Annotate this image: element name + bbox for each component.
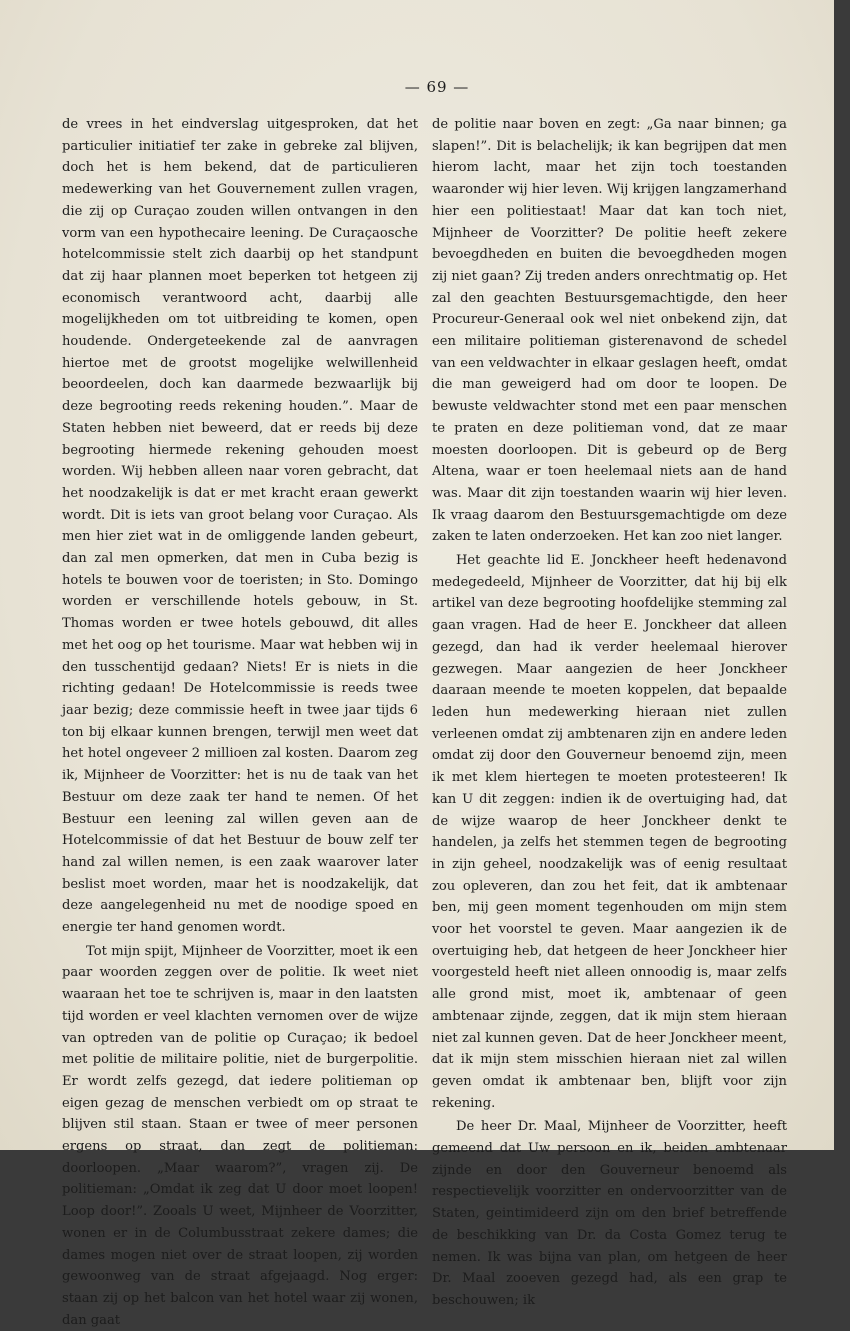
paragraph: de politie naar boven en zegt: „Ga naar binnen; ga slapen!”. Dit is belachelijk; ik kan begrijpen dat men hierom lacht, maar het zijn toch toestanden waaronder wij hier leven. Wij krijgen langzamerhand hier een politiestaat! Maar dat kan toch niet, Mijnheer de Voorzitter? De politie heeft zekere bevoegdheden en buiten die bevoegdheden mogen zij niet gaan? Zij treden anders onrechtmatig op. Het zal den geachten Bestuursgemachtigde, den heer Procureur-Generaal ook wel niet onbekend zijn, dat een militaire politieman gisterenavond de schedel van een veldwachter in elkaar geslagen heeft, omdat die man geweigerd had om door te loopen. De bewuste veldwachter stond met een paar menschen te praten en deze politieman vond, dat ze maar moesten doorloopen. Dit is gebeurd op de Berg Altena, waar er toen heelemaal niets aan de hand was. Maar dit zijn toestanden waarin wij hier leven. Ik vraag daarom den Bestuursgemachtigde om deze zaken te laten onderzoeken. Het kan zoo niet langer. <box>432 117 787 545</box>
right-column <box>432 114 787 1312</box>
page-number: — 69 — <box>404 78 470 96</box>
paragraph: Het geachte lid E. Jonckheer heeft hedenavond medegedeeld, Mijnheer de Voorzitter, dat hij bij elk artikel van deze begrooting hoofdelijke stemming zal gaan vragen. Had de heer E. Jonckheer dat alleen gezegd, dan had ik verder heelemaal hierover gezwegen. Maar aangezien de heer Jonckheer daaraan meende te moeten koppelen, dat bepaalde leden hun medewerking hieraan niet zullen verleenen omdat zij ambtenaren zijn en andere leden omdat zij door den Gouverneur benoemd zijn, meen ik met klem hiertegen te moeten protesteeren! Ik kan U dit zeggen: indien ik de overtuiging had, dat de wijze waarop de heer Jonckheer denkt te handelen, ja zelfs het stemmen tegen de begrooting in zijn geheel, noodzakelijk was of eenig resultaat zou opleveren, dan zou het feit, dat ik ambtenaar ben, mij geen moment tegenhouden om mijn stem voor het voorstel te geven. Maar aangezien ik de overtuiging heb, dat hetgeen de heer Jonckheer hier voorgesteld heeft niet alleen onnoodig is, maar zelfs alle grond mist, moet ik, ambtenaar of geen ambtenaar zijnde, zeggen, dat ik mijn stem hieraan niet zal kunnen geven. Dat de heer Jonckheer meent, dat ik mijn stem misschien hieraan niet zal willen geven omdat ik ambtenaar ben, blijft voor zijn rekening. <box>432 553 787 1111</box>
paragraph: Tot mijn spijt, Mijnheer de Voorzitter, moet ik een paar woorden zeggen over de politie. Ik weet niet waaraan het toe te schrijven is, maar in den laatsten tijd worden er veel klachten vernomen over de wijze van optreden van de politie op Curaçao; ik bedoel met politie de militaire politie, niet de burgerpolitie. Er wordt zelfs gezegd, dat iedere politieman op eigen gezag de menschen verbiedt om op straat te blijven stil staan. Staan er twee of meer personen ergens op straat, dan zegt de politieman: doorloopen. „Maar waarom?”, vragen zij. De politieman: „Omdat ik zeg dat U door moet loopen! Loop door!”. Zooals U weet, Mijnheer de Voorzitter, wonen er in de Columbusstraat zekere dames; die dames mogen niet over de straat loopen, zij worden gewoonweg van de straat afgejaagd. Nog erger: staan zij op het balcon van het hotel waar zij wonen, dan gaat <box>62 943 418 1328</box>
paragraph: de vrees in het eindverslag uitgesproken, dat het particulier initiatief ter zake in gebreke zal blijven, doch het is hem bekend, dat de particulieren medewerking van het Gouvernement zullen vragen, die zij op Curaçao zouden willen ontvangen in den vorm van een hypothecaire leening. De Curaçaosche hotelcommissie stelt zich daarbij op het standpunt dat zij haar plannen moet beperken tot hetgeen zij economisch verantwoord acht, daarbij alle mogelijkheden om tot uitbreiding te komen, open houdende. Ondergeteekende zal de aanvragen hiertoe met de grootst mogelijke welwillenheid beoordeelen, doch kan daarmede bezwaarlijk bij deze begrooting reeds rekening houden.”. Maar de Staten hebben niet beweerd, dat er reeds bij deze begrooting hiermede rekening gehouden moest worden. Wij hebben alleen naar voren gebracht, dat het noodzakelijk is dat er met kracht eraan gewerkt wordt. Dit is iets van groot belang voor Curaçao. Als men hier ziet wat in de omliggende landen gebeurt, dan zal men opmerken, dat men in Cuba bezig is hotels te bouwen voor de toeristen; in Sto. Domingo worden er verschillende hotels gebouw, in St. Thomas worden er twee hotels gebouwd, dit alles met het oog op het tourisme. Maar wat hebben wij in den tusschentijd gedaan? Niets! Er is niets in die richting gedaan! De Hotelcommissie is reeds twee jaar bezig; deze commissie heeft in twee jaar tijds 6 ton bij elkaar kunnen brengen, terwijl men weet dat het hotel ongeveer 2 millioen zal kosten. Daarom zeg ik, Mijnheer de Voorzitter: het is nu de taak van het Bestuur om deze zaak ter hand te nemen. Of het Bestuur een leening zal willen geven aan de Hotelcommissie of dat het Bestuur de bouw zelf ter hand zal willen nemen, is een zaak waarover later beslist moet worden, maar het is noodzakelijk, dat deze aangelegenheid nu met de noodige spoed en energie ter hand genomen wordt. <box>62 117 418 936</box>
left-column <box>62 114 418 1331</box>
paragraph: De heer Dr. Maal, Mijnheer de Voorzitter, heeft gemeend dat Uw persoon en ik, beiden ambtenaar zijnde en door den Gouverneur benoemd als respectievelijk voorzitter en ondervoorzitter van de Staten, geintimideerd zijn om den brief betreffende de beschikking van Dr. da Costa Gomez terug te nemen. Ik was bijna van plan, om hetgeen de heer Dr. Maal zooeven gezegd had, als een grap te beschouwen; ik <box>432 1119 787 1308</box>
